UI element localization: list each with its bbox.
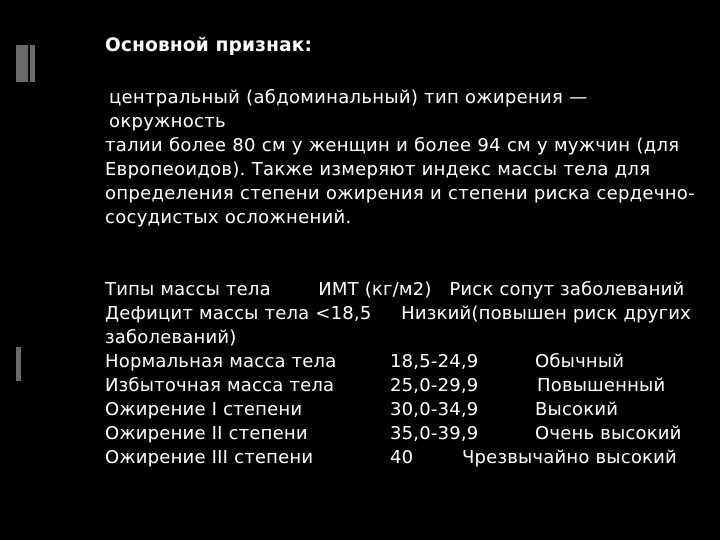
- table-row-deficit-cont: заболеваний): [105, 327, 237, 348]
- description-line: определения степени ожирения и степени риска сердечно-: [105, 183, 695, 204]
- row-type: Нормальная масса тела: [105, 351, 337, 372]
- description-line: центральный (абдоминальный) тип ожирения — окружность: [109, 87, 588, 132]
- decor-bar-lower: [16, 347, 21, 381]
- row-type: Ожирение I степени: [105, 399, 303, 420]
- heading: Основной признак:: [105, 35, 313, 56]
- row-type: Ожирение II степени: [105, 423, 308, 444]
- description-paragraph: [105, 86, 705, 230]
- row-type: Ожирение III степени: [105, 447, 314, 468]
- table-header: Типы массы тела ИМТ (кг/м2) Риск сопут заболеваний: [105, 279, 685, 300]
- row-bmi: 25,0-29,9: [390, 375, 479, 396]
- row-bmi: 35,0-39,9: [390, 423, 479, 444]
- row-risk: Чрезвычайно высокий: [462, 447, 677, 468]
- row-risk: Очень высокий: [535, 423, 682, 444]
- description-line: талии более 80 см у женщин и более 94 см у мужчин (для: [105, 135, 680, 156]
- decor-bar-thin: [30, 45, 35, 82]
- row-risk: Высокий: [535, 399, 619, 420]
- description-line: Европеоидов). Также измеряют индекс массы тела для: [105, 159, 651, 180]
- decor-bar-thick: [16, 45, 28, 82]
- row-risk: Обычный: [535, 351, 625, 372]
- row-type: Избыточная масса тела: [105, 375, 335, 396]
- row-bmi: 30,0-34,9: [390, 399, 479, 420]
- description-line: сосудистых осложнений.: [105, 207, 352, 228]
- table-row-deficit: Дефицит массы тела <18,5 Низкий(повышен риск других: [105, 303, 691, 324]
- row-bmi: 18,5-24,9: [390, 351, 479, 372]
- row-bmi: 40: [390, 447, 414, 468]
- row-risk: Повышенный: [537, 375, 666, 396]
